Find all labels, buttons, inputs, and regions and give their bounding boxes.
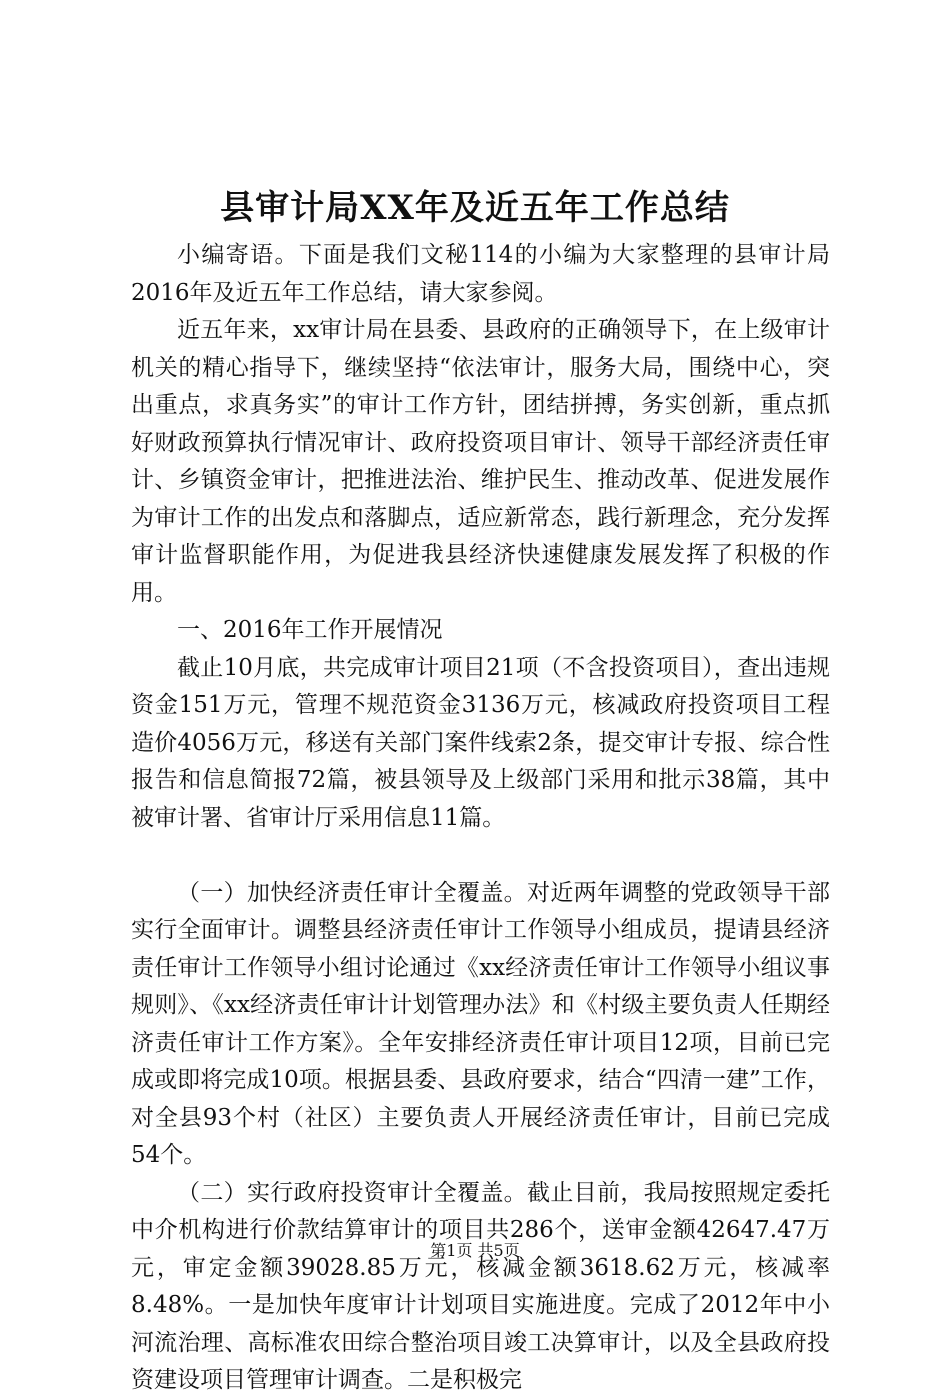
paragraph-overview: 近五年来，xx审计局在县委、县政府的正确领导下，在上级审计机关的精心指导下，继续坚持“依法审计，服务大局，围绕中心，突出重点，求真务实”的审计工作方针，团结拼搏，务实创新，重点抓好财政预算执行情况审计、政府投资项目审计、领导干部经济责任审计、乡镇资金审计，把推进法治、维护民生、推动改革、促进发展作为审计工作的出发点和落脚点，适应新常态，践行新理念，充分发挥审计监督职能作用，为促进我县经济快速健康发展发挥了积极的作用。: [131, 317, 830, 606]
document-title: 县审计局XX年及近五年工作总结: [220, 188, 730, 228]
section-heading-2016: 一、2016年工作开展情况: [177, 617, 443, 643]
paragraph-economic-responsibility: （一）加快经济责任审计全覆盖。对近两年调整的党政领导干部实行全面审计。调整县经济责任审计工作领导小组成员，提请县经济责任审计工作领导小组讨论通过《xx经济责任审计工作领导小组议事规则》、《xx经济责任审计计划管理办法》和《村级主要负责人任期经济责任审计工作方案》。全年安排经济责任审计项目12项，目前已完成或即将完成10项。根据县委、县政府要求，结合“四清一建”工作，对全县93个村（社区）主要负责人开展经济责任审计，目前已完成54个。: [131, 879, 830, 1168]
document-body: [131, 237, 830, 1400]
paragraph-government-investment: （二）实行政府投资审计全覆盖。截止目前，我局按照规定委托中介机构进行价款结算审计的项目共286个，送审金额42647.47万元，审定金额39028.85万元，核减金额3618.62万元，核减率8.48%。一是加快年度审计计划项目实施进度。完成了2012年中小河流治理、高标准农田综合整治项目竣工决算审计，以及全县政府投资建设项目管理审计调查。二是积极完: [131, 1179, 830, 1393]
page-footer: 第1页 共5页: [430, 1241, 520, 1260]
paragraph-intro: 小编寄语。下面是我们文秘114的小编为大家整理的县审计局2016年及近五年工作总结，请大家参阅。: [131, 242, 830, 306]
paragraph-summary-stats: 截止10月底，共完成审计项目21项（不含投资项目），查出违规资金151万元，管理不规范资金3136万元，核减政府投资项目工程造价4056万元，移送有关部门案件线索2条，提交审计专报、综合性报告和信息简报72篇，被县领导及上级部门采用和批示38篇，其中被审计署、省审计厅采用信息11篇。: [131, 654, 830, 831]
